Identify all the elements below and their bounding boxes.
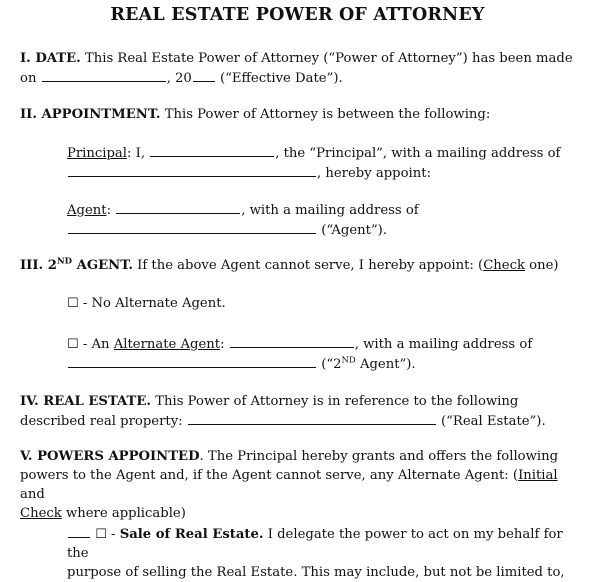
principal-name-blank[interactable] — [150, 143, 274, 157]
agent-end: (“Agent”). — [317, 223, 388, 238]
check-word: Check — [483, 258, 525, 273]
appoint-text: , hereby appoint: — [317, 166, 432, 181]
agent-block — [67, 200, 581, 240]
year-blank[interactable] — [193, 68, 215, 82]
principal-address-blank[interactable] — [68, 163, 316, 177]
sale-checkbox[interactable]: ☐ — [95, 527, 107, 542]
second-agent-heading: III. 2ND AGENT. — [20, 256, 133, 273]
second-agent-section — [20, 256, 581, 275]
powers-text-1: . The Principal hereby grants and offers the following — [199, 449, 559, 464]
agent-text-2: , with a mailing address of — [241, 203, 419, 218]
real-estate-section — [20, 392, 581, 431]
document-title: REAL ESTATE POWER OF ATTORNEY — [110, 5, 485, 25]
sale-text-1: I delegate the power to act on my behalf for the — [67, 527, 563, 561]
powers-text-2: powers to the Agent and, if the Agent cannot serve, any Alternate Agent: ( — [20, 468, 519, 483]
real-estate-blank[interactable] — [188, 411, 436, 425]
initial-word: Initial — [518, 468, 558, 483]
date-text: This Real Estate Power of Attorney (“Power of Attorney”) has been made — [80, 51, 573, 66]
real-estate-heading: IV. REAL ESTATE. — [20, 394, 152, 409]
principal-text-2: , the “Principal”, with a mailing address of — [275, 146, 561, 161]
appointment-heading: II. APPOINTMENT. — [20, 107, 161, 122]
real-estate-text-2: described real property: — [20, 414, 187, 429]
sale-dash: - — [106, 527, 120, 542]
real-estate-end: (“Real Estate”). — [436, 414, 546, 429]
alternate-address-blank[interactable] — [68, 354, 316, 368]
effective-date-text: (“Effective Date”). — [215, 71, 343, 86]
date-blank[interactable] — [42, 68, 166, 82]
no-alternate-option — [67, 294, 581, 313]
no-alternate-label: - No Alternate Agent. — [78, 296, 226, 311]
agent-name-blank[interactable] — [116, 200, 240, 214]
date-on-label: on — [20, 71, 37, 86]
powers-text-3: where applicable) — [61, 506, 186, 521]
agent-address-blank[interactable] — [68, 220, 316, 234]
date-year-prefix: , 20 — [166, 71, 192, 86]
powers-heading: V. POWERS APPOINTED — [20, 449, 200, 464]
alternate-name-blank[interactable] — [230, 334, 354, 348]
real-estate-text-1: This Power of Attorney is in reference to the following — [151, 394, 519, 409]
check-word-2: Check — [20, 506, 62, 521]
principal-label: Principal — [67, 146, 128, 161]
alternate-text-2: , with a mailing address of — [354, 337, 533, 352]
principal-text-1: : I, — [127, 146, 150, 161]
agent-label: Agent — [67, 203, 107, 218]
alternate-end: (“2ND Agent”). — [317, 355, 416, 372]
second-agent-text-2: one) — [524, 258, 559, 273]
alternate-agent-label: Alternate Agent — [113, 337, 221, 352]
alternate-text-1: : — [220, 337, 229, 352]
agent-text-1: : — [106, 203, 116, 218]
sale-heading: Sale of Real Estate. — [119, 527, 264, 542]
alternate-agent-checkbox[interactable]: ☐ — [67, 337, 79, 352]
no-alternate-checkbox[interactable]: ☐ — [67, 296, 79, 311]
sale-text-2: purpose of selling the Real Estate. This may include, but not be limited to, — [67, 565, 565, 580]
date-section — [20, 49, 581, 88]
appointment-section — [20, 105, 581, 124]
second-agent-text-1: If the above Agent cannot serve, I hereby appoint: ( — [132, 258, 484, 273]
principal-block — [67, 143, 581, 183]
appointment-text: This Power of Attorney is between the following: — [160, 107, 491, 122]
sale-initial-blank[interactable] — [68, 524, 90, 538]
date-heading: I. DATE. — [20, 51, 81, 66]
alternate-pre: - An — [78, 337, 114, 352]
sale-of-real-estate — [67, 524, 581, 582]
and-word: and — [20, 487, 45, 502]
alternate-agent-option — [67, 334, 581, 374]
powers-section — [20, 447, 581, 523]
